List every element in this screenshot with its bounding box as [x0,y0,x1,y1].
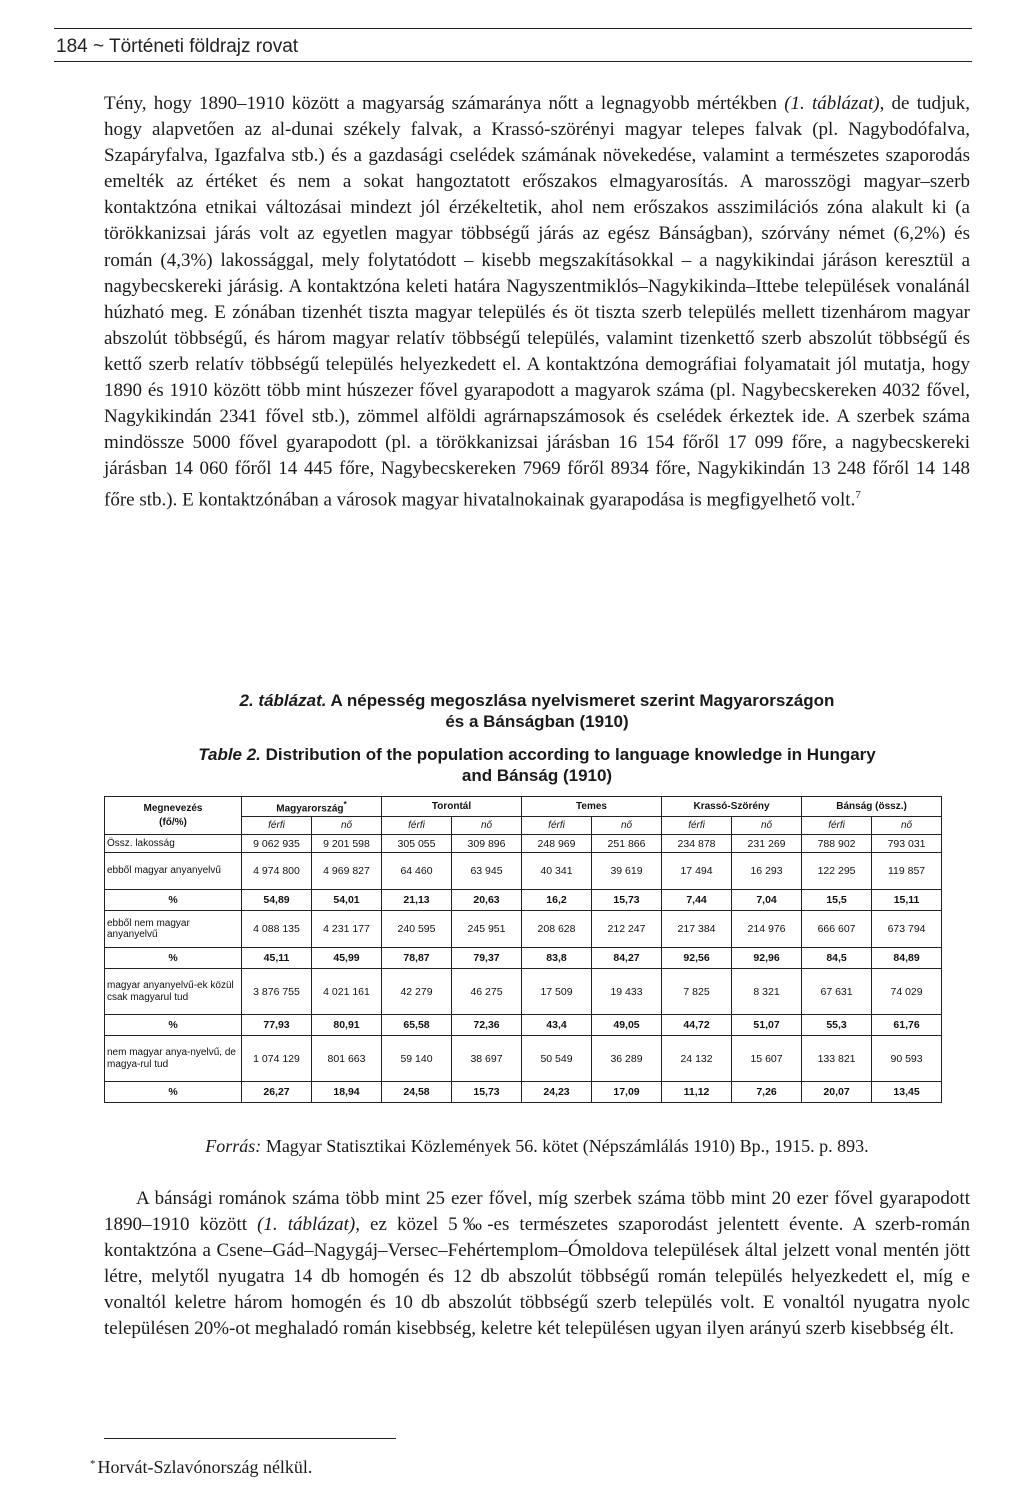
table-cell: 212 247 [592,911,662,948]
region-header [522,797,662,817]
caption-line2-hu: és a Bánságban (1910) [445,712,629,731]
row-label: nem magyar anya-nyelvű, de magya-rul tud [105,1036,242,1082]
region-name: Torontál [431,801,472,812]
table-cell: 801 663 [312,1036,382,1082]
table-cell: 92,96 [732,948,802,969]
caption-line1-en: Distribution of the population according to language knowledge in Hungary [260,745,876,764]
table-row [105,969,942,1015]
table-cell: 666 607 [802,911,872,948]
table-cell: 19 433 [592,969,662,1015]
source-text: Magyar Statisztikai Közlemények 56. kötet (Népszámlálás 1910) Bp., 1915. p. 893. [261,1136,869,1156]
table-cell: 67 631 [802,969,872,1015]
population-table [104,796,942,1103]
table-cell: 51,07 [732,1015,802,1036]
table-cell: 24,23 [522,1082,592,1103]
table-cell: 77,93 [242,1015,312,1036]
region-name: Bánság (össz.) [836,801,907,812]
table-row [105,911,942,948]
table-cell: 13,45 [872,1082,942,1103]
table-cell: 36 289 [592,1036,662,1082]
caption-label-en: Table 2. [198,745,261,764]
table-cell: 90 593 [872,1036,942,1082]
row-label: ebből nem magyar anyanyelvű [105,911,242,948]
row-label: % [105,1082,242,1103]
table-cell: 7,04 [732,890,802,911]
male-header: férfi [242,817,312,835]
row-label: % [105,890,242,911]
table-cell: 9 062 935 [242,835,312,853]
table-reference: (1. táblázat) [784,93,880,114]
table-cell: 122 295 [802,853,872,890]
table-cell: 3 876 755 [242,969,312,1015]
running-head-text: 184 ~ Történeti földrajz rovat [56,36,299,57]
table-cell: 26,27 [242,1082,312,1103]
table-reference: (1. táblázat) [257,1214,356,1236]
table-cell: 21,13 [382,890,452,911]
table-cell: 20,63 [452,890,522,911]
row-label: magyar anyanyelvű-ek közül csak magyarul tud [105,969,242,1015]
table-header-row [105,797,942,817]
caption-line1-hu: A népesség megoszlása nyelvismeret szerint Magyarországon [326,691,835,710]
second-text-b: , ez közel 5‰-es természetes szaporodást jelentett évente. A szerb-román kontaktzóna a Csene–Gád–Nagygáj–Versec–Fehértemplom–Ómoldova települések által jelzett vonal mentén jött létre, melytől nyugatra 14 db homogén és 12 db abszolút többségű román település helyezkedett el, míg e vonaltól keletre három homogén és 10 db abszolút többségű szerb település volt. E vonaltól nyugatra nyolc településen 20%-ot meghaladó román kisebbség, keletre két településen ugyan ilyen arányú szerb kisebbség élt. [104,1214,971,1340]
name-header-line2: (fő/%) [159,816,187,828]
table-row [105,1015,942,1036]
table-cell: 673 794 [872,911,942,948]
row-label: Össz. lakosság [105,835,242,853]
table-cell: 208 628 [522,911,592,948]
table-cell: 793 031 [872,835,942,853]
table-cell: 9 201 598 [312,835,382,853]
table-cell: 4 021 161 [312,969,382,1015]
intro-paragraph [104,91,970,514]
table-cell: 214 976 [732,911,802,948]
table-cell: 15 607 [732,1036,802,1082]
table-cell: 40 341 [522,853,592,890]
table-cell: 18,94 [312,1082,382,1103]
region-header [802,797,942,817]
table-cell: 7 825 [662,969,732,1015]
table-cell: 217 384 [662,911,732,948]
table-cell: 788 902 [802,835,872,853]
table-cell: 1 074 129 [242,1036,312,1082]
table-row [105,835,942,853]
table-cell: 20,07 [802,1082,872,1103]
intro-text-b: , de tudjuk, hogy alapvetően az al-dunai székely falvak, a Krassó-szörényi magyar telepes falvak (pl. Nagybodófalva, Szapáryfalva, Igazfalva stb.) és a gazdasági cselédek számának növekedése, valamint a természetes szaporodás emelték az értéket és nem a sokat hangoztatott erőszakos elmagyarosítás. A marosszögi magyar–szerb kontaktzóna etnikai változásai mindezt jól érzékeltetik, ahol nem erőszakos asszimilációs zóna alakult ki (a törökkanizsai járás volt az egyetlen magyar többségű járás az egész Bánságban), szórvány német (6,2%) és román (4,3%) lakossággal, mely folytatódott – kisebb megszakításokkal – a nagykikindai járáson keresztül a nagybecskereki járásig. A kontaktzóna keleti határa Nagyszentmiklós–Nagykikinda–Ittebe települések vonalánál húzható meg. E zónában tizenhét tiszta magyar település és öt tiszta szerb település mellett tizenhárom magyar abszolút többségű, és három magyar relatív többségű település, valamint tizenkettő szerb abszolút többségű és kettő szerb relatív többségű település helyezkedett el. A kontaktzóna demográfiai folyamatait jól mutatja, hogy 1890 és 1910 között több mint húszezer fővel gyarapodott a magyarok száma (pl. Nagybecskereken 4032 fővel, Nagykikindán 2341 fővel stb.), zömmel alföldi agrárnapszámosok és cselédek érkeztek ide. A szerbek száma mindössze 5000 fővel gyarapodott (pl. a törökkanizsai járásban 16 154 főről 17 099 főre, a nagybecskereki járásban 14 060 főről 14 445 főre, Nagybecskereken 7969 főről 8934 főre, Nagykikindán 13 248 főről 14 148 főre stb.). E kontaktzónában a városok magyar hivatalnokainak gyarapodása is megfigyelhető volt. [104,93,970,511]
table-cell: 133 821 [802,1036,872,1082]
source-label: Forrás: [205,1136,262,1156]
footnote-divider [104,1438,396,1439]
table-cell: 234 878 [662,835,732,853]
male-header: férfi [382,817,452,835]
table-cell: 83,8 [522,948,592,969]
table-cell: 92,56 [662,948,732,969]
table-cell: 54,89 [242,890,312,911]
table-cell: 8 321 [732,969,802,1015]
table-cell: 79,37 [452,948,522,969]
name-header-cell [105,797,242,835]
table-cell: 49,05 [592,1015,662,1036]
table-cell: 15,11 [872,890,942,911]
table-cell: 61,76 [872,1015,942,1036]
table-cell: 119 857 [872,853,942,890]
table-cell: 46 275 [452,969,522,1015]
table-cell: 44,72 [662,1015,732,1036]
female-header: nő [452,817,522,835]
region-name: Temes [576,801,607,812]
row-label: % [105,1015,242,1036]
table-cell: 24,58 [382,1082,452,1103]
table-cell: 45,11 [242,948,312,969]
table-caption-hungarian [104,690,970,732]
table-cell: 59 140 [382,1036,452,1082]
table-cell: 55,3 [802,1015,872,1036]
table-cell: 24 132 [662,1036,732,1082]
caption-label-hu: 2. táblázat. [239,691,327,710]
table-cell: 4 088 135 [242,911,312,948]
male-header: férfi [662,817,732,835]
table-cell: 15,73 [592,890,662,911]
second-text-a: A bánsági románok száma több mint 25 ezer fővel, míg szerbek száma több mint 20 ezer fővel gyarapodott 1890–1910 között [104,1188,970,1236]
table-cell: 64 460 [382,853,452,890]
footnote-text: Horvát-Szlavónország nélkül. [97,1457,313,1477]
table-row [105,1036,942,1082]
table-cell: 78,87 [382,948,452,969]
row-label: ebből magyar anyanyelvű [105,853,242,890]
male-header: férfi [522,817,592,835]
table-cell: 45,99 [312,948,382,969]
male-header: férfi [802,817,872,835]
table-cell: 84,5 [802,948,872,969]
caption-line2-en: and Bánság (1910) [461,766,613,785]
table-cell: 16 293 [732,853,802,890]
table-row [105,948,942,969]
table-cell: 248 969 [522,835,592,853]
table-cell: 16,2 [522,890,592,911]
table-cell: 15,5 [802,890,872,911]
region-footnote-mark: * [343,798,347,809]
table-row [105,890,942,911]
table-cell: 80,91 [312,1015,382,1036]
table-cell: 4 974 800 [242,853,312,890]
table-cell: 54,01 [312,890,382,911]
table-cell: 63 945 [452,853,522,890]
table-caption-english [104,744,970,786]
female-header: nő [592,817,662,835]
table-cell: 4 969 827 [312,853,382,890]
table-cell: 231 269 [732,835,802,853]
table-cell: 84,27 [592,948,662,969]
female-header: nő [312,817,382,835]
table-cell: 50 549 [522,1036,592,1082]
region-header [662,797,802,817]
female-header: nő [732,817,802,835]
table-cell: 17 509 [522,969,592,1015]
table-cell: 65,58 [382,1015,452,1036]
table-body [105,835,942,1103]
table-cell: 245 951 [452,911,522,948]
table-cell: 7,26 [732,1082,802,1103]
table-cell: 309 896 [452,835,522,853]
footnote-reference: 7 [855,489,861,502]
table-cell: 39 619 [592,853,662,890]
table-cell: 84,89 [872,948,942,969]
table-cell: 42 279 [382,969,452,1015]
intro-text-a: Tény, hogy 1890–1910 között a magyarság számaránya nőtt a legnagyobb mértékben [104,93,785,114]
table-row [105,1082,942,1103]
source-note [104,1136,970,1157]
table-cell: 240 595 [382,911,452,948]
table-cell: 4 231 177 [312,911,382,948]
name-header-line1: Megnevezés [143,802,203,814]
table-cell: 11,12 [662,1082,732,1103]
table-cell: 43,4 [522,1015,592,1036]
footnote-mark: * [90,1458,96,1470]
region-name: Krassó-Szörény [693,801,770,812]
table-cell: 251 866 [592,835,662,853]
table-cell: 72,36 [452,1015,522,1036]
region-name: Magyarország [276,803,344,815]
table-cell: 15,73 [452,1082,522,1103]
table-cell: 38 697 [452,1036,522,1082]
female-header: nő [872,817,942,835]
table-cell: 7,44 [662,890,732,911]
region-header [242,797,382,817]
row-label: % [105,948,242,969]
table-cell: 305 055 [382,835,452,853]
region-header [382,797,522,817]
table-row [105,853,942,890]
table-cell: 17 494 [662,853,732,890]
running-header [54,28,972,62]
table-cell: 17,09 [592,1082,662,1103]
second-paragraph [104,1186,970,1343]
footnote [90,1457,312,1478]
table-cell: 74 029 [872,969,942,1015]
